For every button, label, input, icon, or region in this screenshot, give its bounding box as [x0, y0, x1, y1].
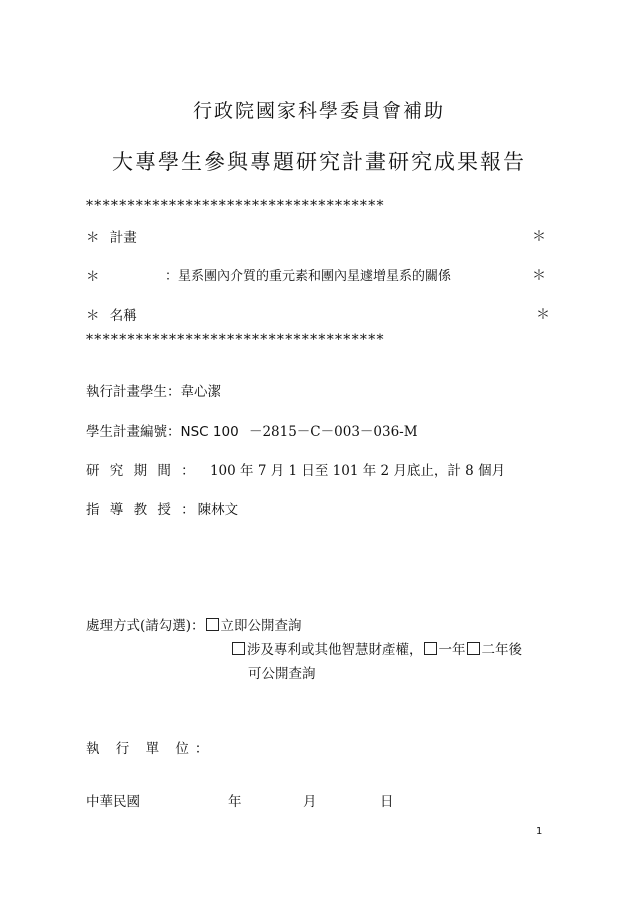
checkbox-public[interactable] — [206, 618, 219, 631]
advisor-label: 指 導 教 授 ： — [86, 502, 198, 518]
checkbox-patent[interactable] — [232, 642, 245, 655]
box-row-label-bottom — [86, 304, 137, 324]
project-number-label: 學生計畫編號： — [86, 424, 181, 440]
report-title: 大專學生參與專題研究計畫研究成果報告 — [112, 150, 526, 174]
star-left: ＊ — [86, 308, 100, 324]
star-right: ＊ — [536, 307, 550, 323]
project-number-line — [86, 420, 418, 440]
date-month-label: 月 — [303, 794, 317, 810]
checkbox-two-years[interactable] — [467, 642, 480, 655]
advisor-line — [86, 498, 238, 518]
student-line — [86, 380, 221, 400]
option-patent-label: 涉及專利或其他智慧財產權， — [247, 642, 423, 658]
star-left: ＊ — [86, 269, 100, 285]
option-two-years-label: 二年後 — [481, 642, 522, 658]
label-project: 計畫 — [109, 230, 137, 246]
period-value: 100 年 7 月 1 日至 101 年 2 月底止，計 8 個月 — [209, 463, 506, 479]
page-number: 1 — [536, 826, 543, 837]
star-right: ＊ — [532, 268, 546, 284]
label-name: 名稱 — [109, 308, 137, 324]
handling-label: 處理方式(請勾選)： — [86, 618, 205, 634]
project-number-value: －2815－C－003－036-M — [248, 424, 418, 440]
star-border-top: ************************************ — [86, 198, 385, 214]
project-number-prefix: NSC 100 — [180, 424, 239, 440]
box-row-label-top — [86, 226, 137, 246]
advisor-name: 陳林文 — [197, 502, 239, 518]
student-label: 執行計畫學生： — [86, 384, 181, 400]
star-left: ＊ — [86, 230, 100, 246]
period-line — [86, 459, 505, 479]
handling-line-1 — [86, 614, 302, 634]
agency-title: 行政院國家科學委員會補助 — [192, 100, 445, 122]
option-one-year-label: 一年 — [438, 642, 466, 658]
student-name: 韋心潔 — [180, 384, 221, 400]
handling-line-2 — [231, 638, 522, 658]
checkbox-one-year[interactable] — [424, 642, 437, 655]
option-public-label: 立即公開查詢 — [220, 618, 302, 634]
executing-unit-label: 執 行 單 位： — [86, 741, 215, 757]
star-border-bottom: ************************************ — [86, 332, 385, 348]
handling-line-3: 可公開查詢 — [248, 666, 316, 682]
date-roc-label: 中華民國 — [86, 794, 140, 810]
box-row-project-title — [86, 265, 100, 285]
project-title: ：星系團內介質的重元素和團內星遽增星系的關係 — [165, 269, 452, 284]
star-right: ＊ — [532, 229, 546, 245]
date-day-label: 日 — [380, 794, 394, 810]
date-year-label: 年 — [228, 794, 242, 810]
period-label: 研 究 期 間 ： — [86, 463, 198, 479]
